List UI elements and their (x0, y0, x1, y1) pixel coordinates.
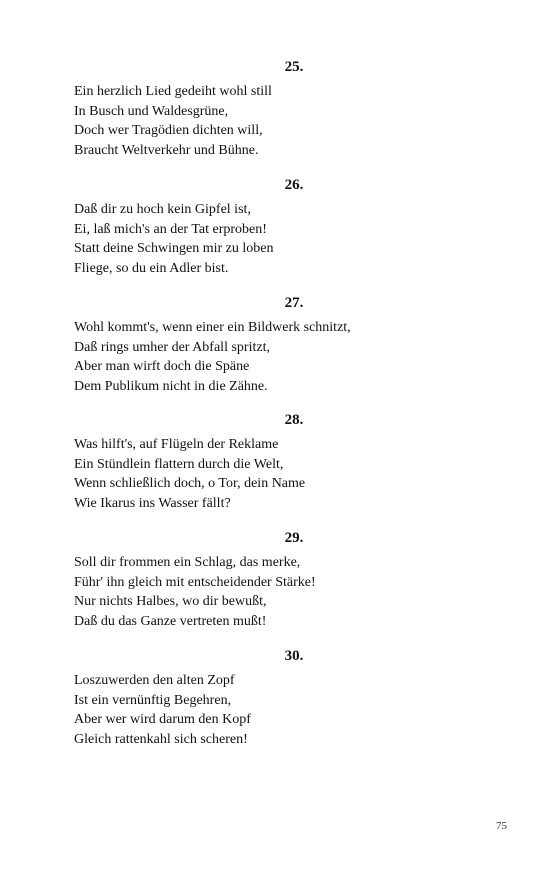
poem-line: Aber wer wird darum den Kopf (74, 712, 251, 727)
poem-number: 28. (284, 412, 304, 428)
poem-line: Wenn schließlich doch, o Tor, dein Name (74, 476, 306, 491)
poem-line: Dem Publikum nicht in die Zähne. (74, 378, 268, 394)
poem-line: Daß rings umher der Abfall spritzt, (74, 339, 270, 355)
poem-line: Was hilft's, auf Flügeln der Reklame (74, 437, 279, 452)
poem-line: Braucht Weltverkehr und Bühne. (74, 142, 259, 158)
poem-line: Ein herzlich Lied gedeiht wohl still (74, 84, 272, 99)
poem-number: 30. (284, 648, 304, 664)
poem-number: 26. (284, 177, 304, 193)
poem-number: 29. (284, 530, 304, 546)
poem-line: Wie Ikarus ins Wasser fällt? (74, 495, 231, 511)
poem-lines (74, 200, 514, 278)
page-number: 75 (496, 820, 507, 832)
poem-lines (74, 318, 514, 396)
poem-line: Soll dir frommen ein Schlag, das merke, (74, 555, 301, 570)
poem-number: 27. (284, 295, 304, 311)
poem-line: Doch wer Tragödien dichten will, (74, 123, 263, 138)
poem-line: Aber man wirft doch die Späne (74, 359, 250, 374)
poem-line: Fliege, so du ein Adler bist. (74, 260, 229, 276)
poem-line: Gleich rattenkahl sich scheren! (74, 731, 248, 747)
poem-line: Ein Stündlein flattern durch die Welt, (74, 456, 284, 472)
poem-lines (74, 82, 514, 160)
poem-line: Statt deine Schwingen mir zu loben (74, 241, 274, 256)
poem-line: Nur nichts Halbes, wo dir bewußt, (74, 594, 267, 609)
poem-line: Loszuwerden den alten Zopf (74, 673, 235, 688)
poem-number: 25. (284, 59, 304, 75)
poem-lines (74, 435, 514, 513)
poem-line: Ist ein vernünftig Begehren, (74, 692, 232, 708)
poem-lines (74, 553, 514, 631)
poem-line: Daß du das Ganze vertreten mußt! (74, 613, 267, 629)
poem-line: Ei, laß mich's an der Tat erproben! (74, 221, 267, 237)
poem-lines (74, 671, 514, 749)
poem-line: Führ' ihn gleich mit entscheidender Stärke! (74, 574, 316, 590)
poem-line: In Busch und Waldesgrüne, (74, 103, 229, 119)
poem-line: Wohl kommt's, wenn einer ein Bildwerk schnitzt, (74, 320, 351, 335)
poem-line: Daß dir zu hoch kein Gipfel ist, (74, 202, 251, 217)
